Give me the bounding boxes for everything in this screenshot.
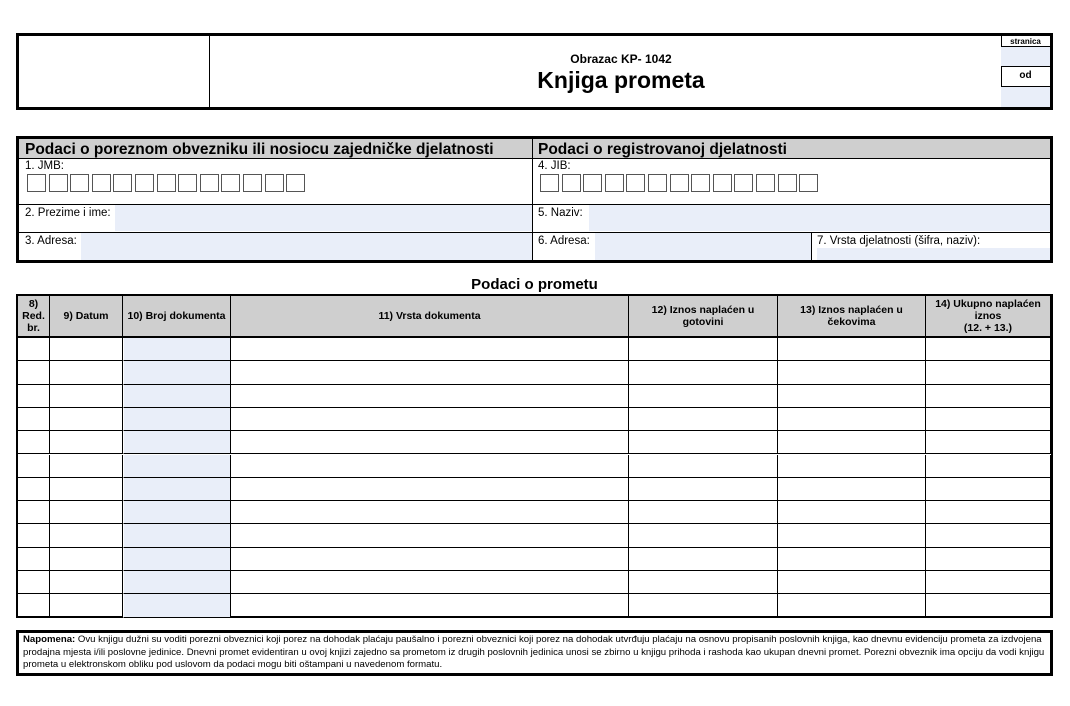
col-rownum-header: 8) Red. br. xyxy=(18,296,50,338)
name-field[interactable] xyxy=(115,205,532,231)
table-cell[interactable] xyxy=(778,408,926,431)
table-cell[interactable] xyxy=(18,338,50,361)
table-cell[interactable] xyxy=(50,385,123,408)
col-doc-type-header: 11) Vrsta dokumenta xyxy=(231,296,629,338)
table-cell[interactable] xyxy=(231,431,629,454)
company-label: 5. Naziv: xyxy=(538,207,583,219)
table-cell[interactable] xyxy=(123,338,231,361)
table-cell[interactable] xyxy=(778,455,926,478)
table-cell[interactable] xyxy=(231,501,629,524)
table-cell[interactable] xyxy=(629,594,778,617)
table-cell[interactable] xyxy=(629,501,778,524)
table-cell[interactable] xyxy=(123,571,231,594)
table-cell[interactable] xyxy=(778,478,926,501)
page-title: Knjiga prometa xyxy=(537,67,705,93)
table-cell[interactable] xyxy=(926,408,1051,431)
table-cell[interactable] xyxy=(231,361,629,384)
table-cell[interactable] xyxy=(629,385,778,408)
name-label: 2. Prezime i ime: xyxy=(25,207,111,219)
table-cell[interactable] xyxy=(50,594,123,617)
col-total-header: 14) Ukupno naplaćen iznos (12. + 13.) xyxy=(926,296,1051,338)
table-cell[interactable] xyxy=(123,594,231,617)
of-label: od xyxy=(1019,70,1032,81)
table-cell[interactable] xyxy=(18,571,50,594)
table-cell[interactable] xyxy=(231,571,629,594)
taxpayer-heading: Podaci o poreznom obvezniku ili nosiocu zajedničke djelatnosti xyxy=(19,139,532,159)
table-cell[interactable] xyxy=(18,455,50,478)
table-cell[interactable] xyxy=(926,455,1051,478)
table-cell[interactable] xyxy=(18,408,50,431)
table-cell[interactable] xyxy=(123,548,231,571)
activity-field[interactable] xyxy=(817,248,1050,260)
table-cell[interactable] xyxy=(231,524,629,547)
address2-field[interactable] xyxy=(595,233,811,260)
table-cell[interactable] xyxy=(926,385,1051,408)
table-title: Podaci o prometu xyxy=(471,276,598,293)
table-cell[interactable] xyxy=(50,338,123,361)
table-cell[interactable] xyxy=(629,455,778,478)
table-cell[interactable] xyxy=(18,524,50,547)
taxpayer-section xyxy=(16,136,1053,263)
table-cell[interactable] xyxy=(50,408,123,431)
table-cell[interactable] xyxy=(629,478,778,501)
table-cell[interactable] xyxy=(18,548,50,571)
table-cell[interactable] xyxy=(50,501,123,524)
table-cell[interactable] xyxy=(50,431,123,454)
table-cell[interactable] xyxy=(926,431,1051,454)
table-cell[interactable] xyxy=(231,548,629,571)
col-doc-number-header: 10) Broj dokumenta xyxy=(123,296,231,338)
note-text: Ovu knjigu dužni su voditi porezni obveznici koji porez na dohodak plaćaju paušalno i porezni obveznici koji porez na dohodak utvrđuju plaćaju na osnovu propisanih poslovnih knjiga, kao dnevnu evidenciju prometa za izdvojena prodajna mjesta i/ili poslovne jedinice. Dnevni promet evidentiran u ovoj knjizi zajedno sa prometom iz drugih poslovnih jedinica unosi se zbirno u knjigu prihoda i rashoda kao ukupan dnevni promet. Porezni obveznik ima opciju da vodi knjigu prometa u elektronskom obliku pod uslovom da podaci mogu biti oštampani u navedenom formatu. xyxy=(23,634,1045,670)
table-cell[interactable] xyxy=(18,594,50,617)
address-field[interactable] xyxy=(81,233,532,260)
table-cell[interactable] xyxy=(231,478,629,501)
table-cell[interactable] xyxy=(926,338,1051,361)
table-cell[interactable] xyxy=(18,385,50,408)
table-cell[interactable] xyxy=(231,338,629,361)
turnover-table xyxy=(16,294,1053,618)
table-cell[interactable] xyxy=(50,571,123,594)
address2-label: 6. Adresa: xyxy=(538,235,590,247)
table-cell[interactable] xyxy=(18,361,50,384)
table-cell[interactable] xyxy=(629,408,778,431)
table-cell[interactable] xyxy=(926,571,1051,594)
table-cell[interactable] xyxy=(926,361,1051,384)
table-cell[interactable] xyxy=(231,385,629,408)
jib-input[interactable] xyxy=(540,174,821,192)
table-cell[interactable] xyxy=(778,385,926,408)
table-cell[interactable] xyxy=(123,431,231,454)
table-cell[interactable] xyxy=(629,338,778,361)
table-cell[interactable] xyxy=(926,478,1051,501)
table-cell[interactable] xyxy=(778,524,926,547)
table-cell[interactable] xyxy=(778,338,926,361)
table-cell[interactable] xyxy=(629,361,778,384)
total-pages-field[interactable] xyxy=(1001,87,1050,107)
page-number-box xyxy=(1001,36,1050,107)
table-cell[interactable] xyxy=(629,431,778,454)
table-cell[interactable] xyxy=(778,501,926,524)
address-label: 3. Adresa: xyxy=(25,235,77,247)
page-number-field[interactable] xyxy=(1001,47,1050,66)
note-label: Napomena: xyxy=(23,634,76,645)
table-cell[interactable] xyxy=(18,501,50,524)
table-cell[interactable] xyxy=(778,361,926,384)
activity-label: 7. Vrsta djelatnosti (šifra, naziv): xyxy=(817,235,981,247)
table-cell[interactable] xyxy=(778,548,926,571)
table-cell[interactable] xyxy=(18,478,50,501)
table-cell[interactable] xyxy=(231,408,629,431)
jib-label: 4. JIB: xyxy=(538,160,571,172)
table-cell[interactable] xyxy=(123,408,231,431)
table-cell[interactable] xyxy=(123,385,231,408)
table-cell[interactable] xyxy=(629,548,778,571)
table-cell[interactable] xyxy=(18,431,50,454)
form-header xyxy=(16,33,1053,110)
table-cell[interactable] xyxy=(123,455,231,478)
table-cell[interactable] xyxy=(123,524,231,547)
note-box xyxy=(16,630,1053,676)
table-cell[interactable] xyxy=(926,524,1051,547)
col-date-header: 9) Datum xyxy=(50,296,123,338)
table-cell[interactable] xyxy=(629,524,778,547)
col-cash-header: 12) Iznos naplaćen u gotovini xyxy=(629,296,778,338)
table-cell[interactable] xyxy=(231,594,629,617)
table-cell[interactable] xyxy=(778,571,926,594)
table-cell[interactable] xyxy=(50,361,123,384)
table-cell[interactable] xyxy=(123,361,231,384)
form-code: Obrazac KP- 1042 xyxy=(570,52,672,66)
header-divider xyxy=(209,36,210,107)
table-cell[interactable] xyxy=(50,524,123,547)
table-cell[interactable] xyxy=(50,548,123,571)
table-cell[interactable] xyxy=(926,594,1051,617)
jmb-input[interactable] xyxy=(27,174,308,192)
table-cell[interactable] xyxy=(926,501,1051,524)
company-field[interactable] xyxy=(589,205,1050,231)
activity-heading: Podaci o registrovanoj djelatnosti xyxy=(532,139,1050,159)
page-label: stranica xyxy=(1010,37,1041,46)
table-cell[interactable] xyxy=(123,478,231,501)
table-cell[interactable] xyxy=(123,501,231,524)
table-cell[interactable] xyxy=(778,431,926,454)
col-cheques-header: 13) Iznos naplaćen u čekovima xyxy=(778,296,926,338)
table-cell[interactable] xyxy=(50,455,123,478)
table-cell[interactable] xyxy=(778,594,926,617)
jmb-label: 1. JMB: xyxy=(25,160,64,172)
table-cell[interactable] xyxy=(50,478,123,501)
table-cell[interactable] xyxy=(629,571,778,594)
table-cell[interactable] xyxy=(231,455,629,478)
table-cell[interactable] xyxy=(926,548,1051,571)
